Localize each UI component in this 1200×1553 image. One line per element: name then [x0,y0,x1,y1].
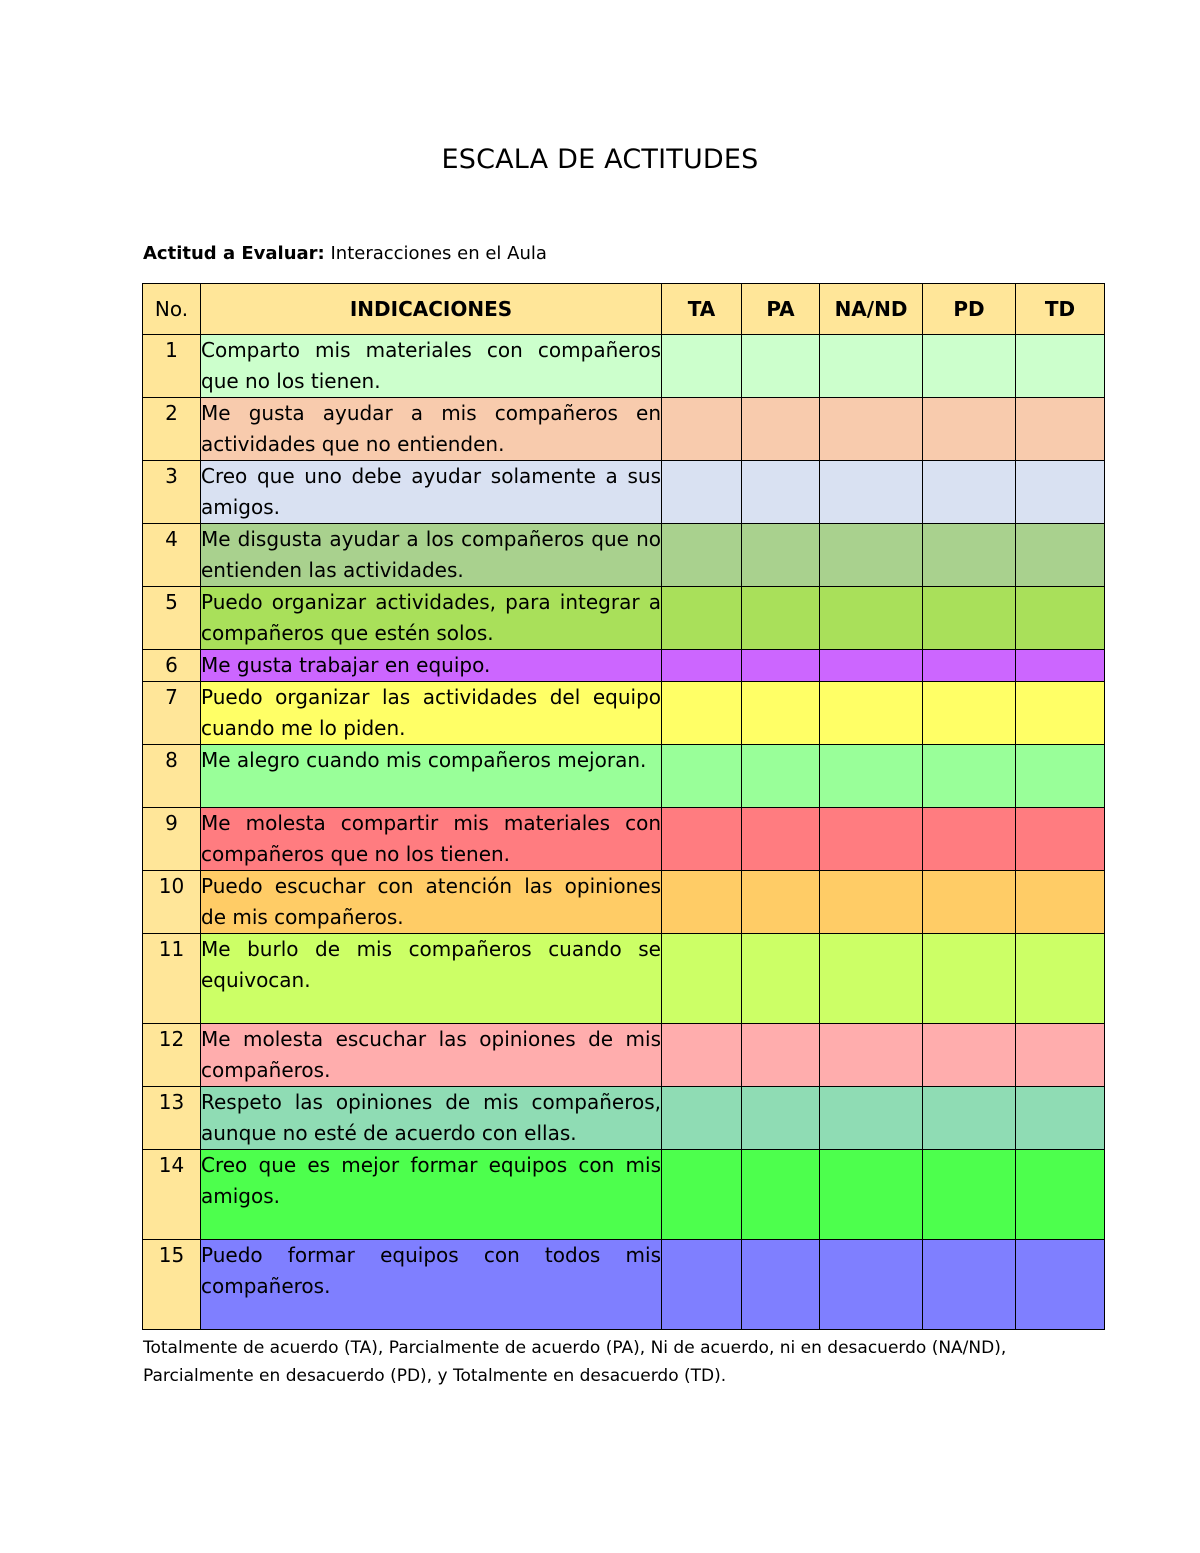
answer-cell-pa[interactable] [742,1024,820,1087]
answer-cell-pa[interactable] [742,1087,820,1150]
row-indication: Creo que es mejor formar equipos con mis amigos. [201,1150,662,1240]
answer-cell-pa[interactable] [742,335,820,398]
table-row [143,1087,1105,1150]
row-indication: Comparto mis materiales con compañeros que no los tienen. [201,335,662,398]
row-number: 15 [143,1240,201,1330]
answer-cell-na-nd[interactable] [820,524,923,587]
legend-text: Totalmente de acuerdo (TA), Parcialmente de acuerdo (PA), Ni de acuerdo, ni en desacuerdo (NA/ND), Parcialmente en desacuerdo (PD), y Totalmente en desacuerdo (TD). [143,1338,1007,1386]
answer-cell-na-nd[interactable] [820,682,923,745]
row-number: 3 [143,461,201,524]
answer-cell-td[interactable] [1016,745,1105,808]
answer-cell-pd[interactable] [923,934,1016,1024]
answer-cell-td[interactable] [1016,808,1105,871]
table-row [143,1240,1105,1330]
answer-cell-td[interactable] [1016,871,1105,934]
table-row [143,587,1105,650]
row-number: 12 [143,1024,201,1087]
table-row [143,745,1105,808]
table-header-row [143,284,1105,335]
attitude-scale-table [142,283,1105,1330]
table-row [143,871,1105,934]
header-indicaciones: INDICACIONES [201,284,662,335]
answer-cell-td[interactable] [1016,587,1105,650]
answer-cell-pd[interactable] [923,871,1016,934]
answer-cell-na-nd[interactable] [820,1024,923,1087]
answer-cell-td[interactable] [1016,1087,1105,1150]
row-number: 9 [143,808,201,871]
row-number: 14 [143,1150,201,1240]
answer-cell-ta[interactable] [662,650,742,682]
answer-cell-pa[interactable] [742,587,820,650]
answer-cell-pd[interactable] [923,1087,1016,1150]
table-row [143,335,1105,398]
answer-cell-na-nd[interactable] [820,1087,923,1150]
answer-cell-pd[interactable] [923,398,1016,461]
answer-cell-pd[interactable] [923,1150,1016,1240]
row-number: 8 [143,745,201,808]
answer-cell-pd[interactable] [923,650,1016,682]
attitude-line [143,243,547,264]
table-row [143,1150,1105,1240]
answer-cell-pd[interactable] [923,335,1016,398]
row-indication: Puedo organizar actividades, para integrar a compañeros que estén solos. [201,587,662,650]
header-pd: PD [923,284,1016,335]
answer-cell-pa[interactable] [742,745,820,808]
answer-cell-pd[interactable] [923,1240,1016,1330]
header-no: No. [143,284,201,335]
answer-cell-na-nd[interactable] [820,745,923,808]
row-number: 7 [143,682,201,745]
answer-cell-pd[interactable] [923,745,1016,808]
answer-cell-td[interactable] [1016,650,1105,682]
table-body [143,335,1105,1330]
row-indication: Me alegro cuando mis compañeros mejoran. [201,745,662,808]
answer-cell-pa[interactable] [742,461,820,524]
header-ta: TA [662,284,742,335]
answer-cell-td[interactable] [1016,461,1105,524]
table-row [143,524,1105,587]
answer-cell-pd[interactable] [923,587,1016,650]
answer-cell-ta[interactable] [662,524,742,587]
row-number: 11 [143,934,201,1024]
answer-cell-td[interactable] [1016,335,1105,398]
answer-cell-td[interactable] [1016,934,1105,1024]
attitude-label: Actitud a Evaluar: [143,243,325,264]
row-indication: Me burlo de mis compañeros cuando se equivocan. [201,934,662,1024]
row-number: 5 [143,587,201,650]
row-number: 2 [143,398,201,461]
table-row [143,1024,1105,1087]
answer-cell-td[interactable] [1016,682,1105,745]
answer-cell-ta[interactable] [662,934,742,1024]
row-indication: Puedo formar equipos con todos mis compañeros. [201,1240,662,1330]
answer-cell-na-nd[interactable] [820,398,923,461]
answer-cell-td[interactable] [1016,1024,1105,1087]
row-indication: Me molesta escuchar las opiniones de mis compañeros. [201,1024,662,1087]
answer-cell-td[interactable] [1016,1240,1105,1330]
answer-cell-na-nd[interactable] [820,934,923,1024]
answer-cell-pd[interactable] [923,1024,1016,1087]
table-row [143,934,1105,1024]
row-indication: Puedo escuchar con atención las opiniones de mis compañeros. [201,871,662,934]
answer-cell-pa[interactable] [742,682,820,745]
answer-cell-ta[interactable] [662,398,742,461]
row-indication: Me gusta ayudar a mis compañeros en actividades que no entienden. [201,398,662,461]
header-pa: PA [742,284,820,335]
answer-cell-na-nd[interactable] [820,335,923,398]
table-row [143,398,1105,461]
answer-cell-ta[interactable] [662,1150,742,1240]
answer-cell-na-nd[interactable] [820,650,923,682]
answer-cell-ta[interactable] [662,1087,742,1150]
answer-cell-pa[interactable] [742,524,820,587]
answer-cell-pd[interactable] [923,682,1016,745]
row-number: 1 [143,335,201,398]
answer-cell-ta[interactable] [662,1024,742,1087]
answer-cell-pa[interactable] [742,808,820,871]
row-indication: Respeto las opiniones de mis compañeros, aunque no esté de acuerdo con ellas. [201,1087,662,1150]
answer-cell-pd[interactable] [923,461,1016,524]
answer-cell-td[interactable] [1016,398,1105,461]
answer-cell-pa[interactable] [742,1150,820,1240]
row-indication: Creo que uno debe ayudar solamente a sus amigos. [201,461,662,524]
row-number: 6 [143,650,201,682]
answer-cell-na-nd[interactable] [820,1150,923,1240]
answer-cell-na-nd[interactable] [820,1240,923,1330]
answer-cell-ta[interactable] [662,871,742,934]
row-indication: Me disgusta ayudar a los compañeros que no entienden las actividades. [201,524,662,587]
answer-cell-pd[interactable] [923,524,1016,587]
attitude-value: Interacciones en el Aula [324,243,547,264]
table-row [143,650,1105,682]
answer-cell-ta[interactable] [662,745,742,808]
table-row [143,682,1105,745]
answer-cell-ta[interactable] [662,461,742,524]
row-number: 10 [143,871,201,934]
answer-cell-na-nd[interactable] [820,461,923,524]
answer-cell-na-nd[interactable] [820,871,923,934]
answer-cell-pa[interactable] [742,871,820,934]
answer-cell-ta[interactable] [662,808,742,871]
answer-cell-pd[interactable] [923,808,1016,871]
row-indication: Puedo organizar las actividades del equipo cuando me lo piden. [201,682,662,745]
row-number: 13 [143,1087,201,1150]
answer-cell-pa[interactable] [742,1240,820,1330]
row-indication: Me molesta compartir mis materiales con compañeros que no los tienen. [201,808,662,871]
answer-cell-td[interactable] [1016,1150,1105,1240]
answer-cell-ta[interactable] [662,1240,742,1330]
row-number: 4 [143,524,201,587]
page-title: ESCALA DE ACTITUDES [441,144,759,175]
answer-cell-na-nd[interactable] [820,808,923,871]
row-indication: Me gusta trabajar en equipo. [201,650,662,682]
answer-cell-ta[interactable] [662,587,742,650]
table-row [143,808,1105,871]
table-row [143,461,1105,524]
answer-cell-pa[interactable] [742,398,820,461]
answer-cell-ta[interactable] [662,335,742,398]
answer-cell-pa[interactable] [742,934,820,1024]
answer-cell-td[interactable] [1016,524,1105,587]
header-na-nd: NA/ND [820,284,923,335]
header-td: TD [1016,284,1105,335]
answer-cell-pa[interactable] [742,650,820,682]
answer-cell-ta[interactable] [662,682,742,745]
answer-cell-na-nd[interactable] [820,587,923,650]
